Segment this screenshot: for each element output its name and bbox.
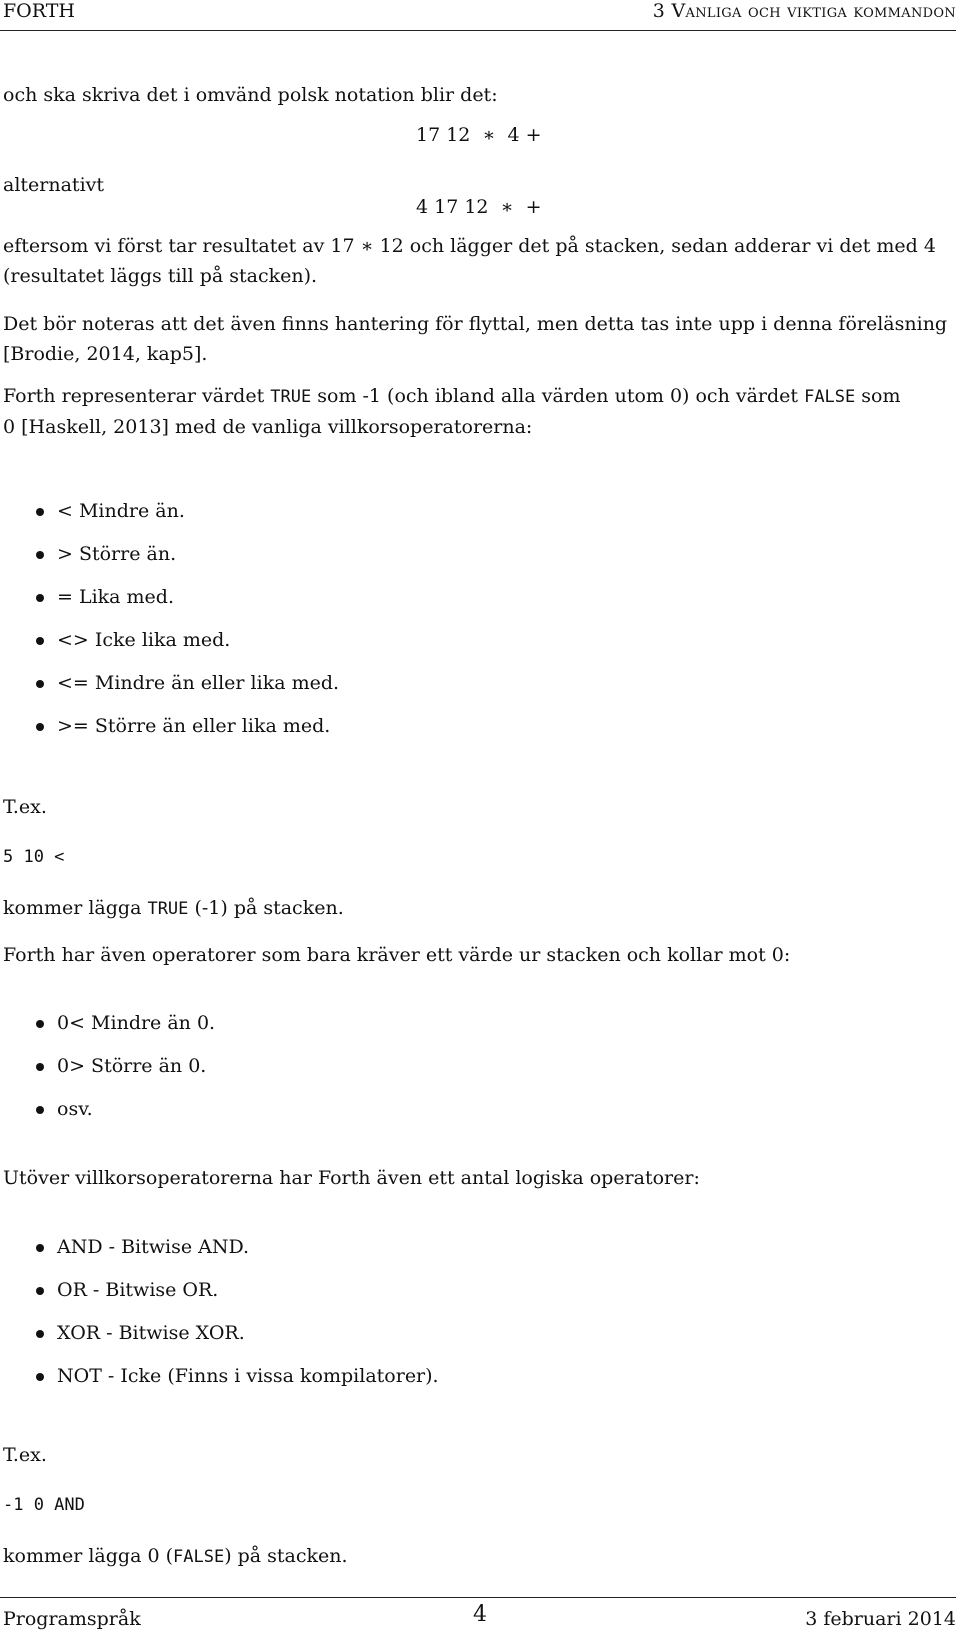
paragraph-explanation-line1: eftersom vi först tar resultatet av 17 ∗ 12 och lägger det på stacken, sedan adderar vi det med 4 (3, 235, 936, 257)
paragraph-intro: och ska skriva det i omvänd polsk notation blir det: (3, 84, 498, 106)
list-item: OR - Bitwise OR. (0, 1275, 439, 1318)
bullet-icon (36, 1330, 44, 1338)
logical-operators-list (0, 1232, 439, 1404)
code-example-1: 5 10 < (3, 847, 65, 867)
list-item: NOT - Icke (Finns i vissa kompilatorer). (0, 1361, 439, 1404)
list-item: AND - Bitwise AND. (0, 1232, 439, 1275)
paragraph-true-false-line1: Forth representerar värdet TRUE som -1 (och ibland alla värden utom 0) och värdet FALSE som (3, 385, 901, 407)
paragraph-logical-operators: Utöver villkorsoperatorerna har Forth även ett antal logiska operatorer: (3, 1167, 700, 1189)
code-example-2: -1 0 AND (3, 1495, 85, 1515)
example-label-1: T.ex. (3, 796, 47, 818)
bullet-icon (36, 680, 44, 688)
list-item: = Lika med. (0, 582, 339, 625)
bullet-icon (36, 723, 44, 731)
list-item: <= Mindre än eller lika med. (0, 668, 339, 711)
page-number: 4 (473, 1602, 487, 1627)
paragraph-result-2: kommer lägga 0 (FALSE) på stacken. (3, 1545, 348, 1567)
list-item: 0> Större än 0. (0, 1051, 215, 1094)
list-item: < Mindre än. (0, 496, 339, 539)
page-footer (0, 1597, 956, 1638)
header-section: 3 Vanliga och viktiga kommandon (652, 0, 956, 22)
footer-date: 3 februari 2014 (805, 1608, 956, 1630)
bullet-icon (36, 1373, 44, 1381)
bullet-icon (36, 1063, 44, 1071)
paragraph-float-note (3, 309, 953, 369)
list-item: 0< Mindre än 0. (0, 1008, 215, 1051)
list-item: <> Icke lika med. (0, 625, 339, 668)
equation-rpn-2: 4 17 12 ∗ + (416, 196, 542, 218)
bullet-icon (36, 594, 44, 602)
bullet-icon (36, 1106, 44, 1114)
paragraph-result-1: kommer lägga TRUE (-1) på stacken. (3, 897, 344, 919)
list-item: >= Större än eller lika med. (0, 711, 339, 754)
paragraph-float-note-line2: [Brodie, 2014, kap5]. (3, 343, 208, 365)
example-label-2: T.ex. (3, 1444, 47, 1466)
keyword-false: FALSE (804, 387, 856, 407)
keyword-false: FALSE (173, 1547, 225, 1567)
paragraph-explanation (3, 231, 953, 291)
keyword-true: TRUE (147, 899, 189, 919)
comparison-operators-list (0, 496, 339, 754)
equation-rpn-1: 17 12 ∗ 4 + (416, 124, 542, 146)
bullet-icon (36, 508, 44, 516)
bullet-icon (36, 1020, 44, 1028)
list-item: osv. (0, 1094, 215, 1137)
alternative-label: alternativt (3, 174, 105, 196)
list-item: > Större än. (0, 539, 339, 582)
list-item: XOR - Bitwise XOR. (0, 1318, 439, 1361)
header-title: FORTH (3, 0, 75, 22)
footer-course: Programspråk (3, 1608, 141, 1630)
paragraph-zero-operators: Forth har även operatorer som bara kräver ett värde ur stacken och kollar mot 0: (3, 944, 791, 966)
paragraph-explanation-line2: (resultatet läggs till på stacken). (3, 265, 318, 287)
paragraph-true-false-line2: 0 [Haskell, 2013] med de vanliga villkorsoperatorerna: (3, 416, 533, 438)
keyword-true: TRUE (270, 387, 312, 407)
page-header (0, 0, 956, 31)
paragraph-true-false (3, 381, 953, 442)
bullet-icon (36, 637, 44, 645)
bullet-icon (36, 1244, 44, 1252)
zero-operators-list (0, 1008, 215, 1137)
paragraph-float-note-line1: Det bör noteras att det även finns hantering för flyttal, men detta tas inte upp i denna föreläsning (3, 313, 948, 335)
bullet-icon (36, 551, 44, 559)
bullet-icon (36, 1287, 44, 1295)
